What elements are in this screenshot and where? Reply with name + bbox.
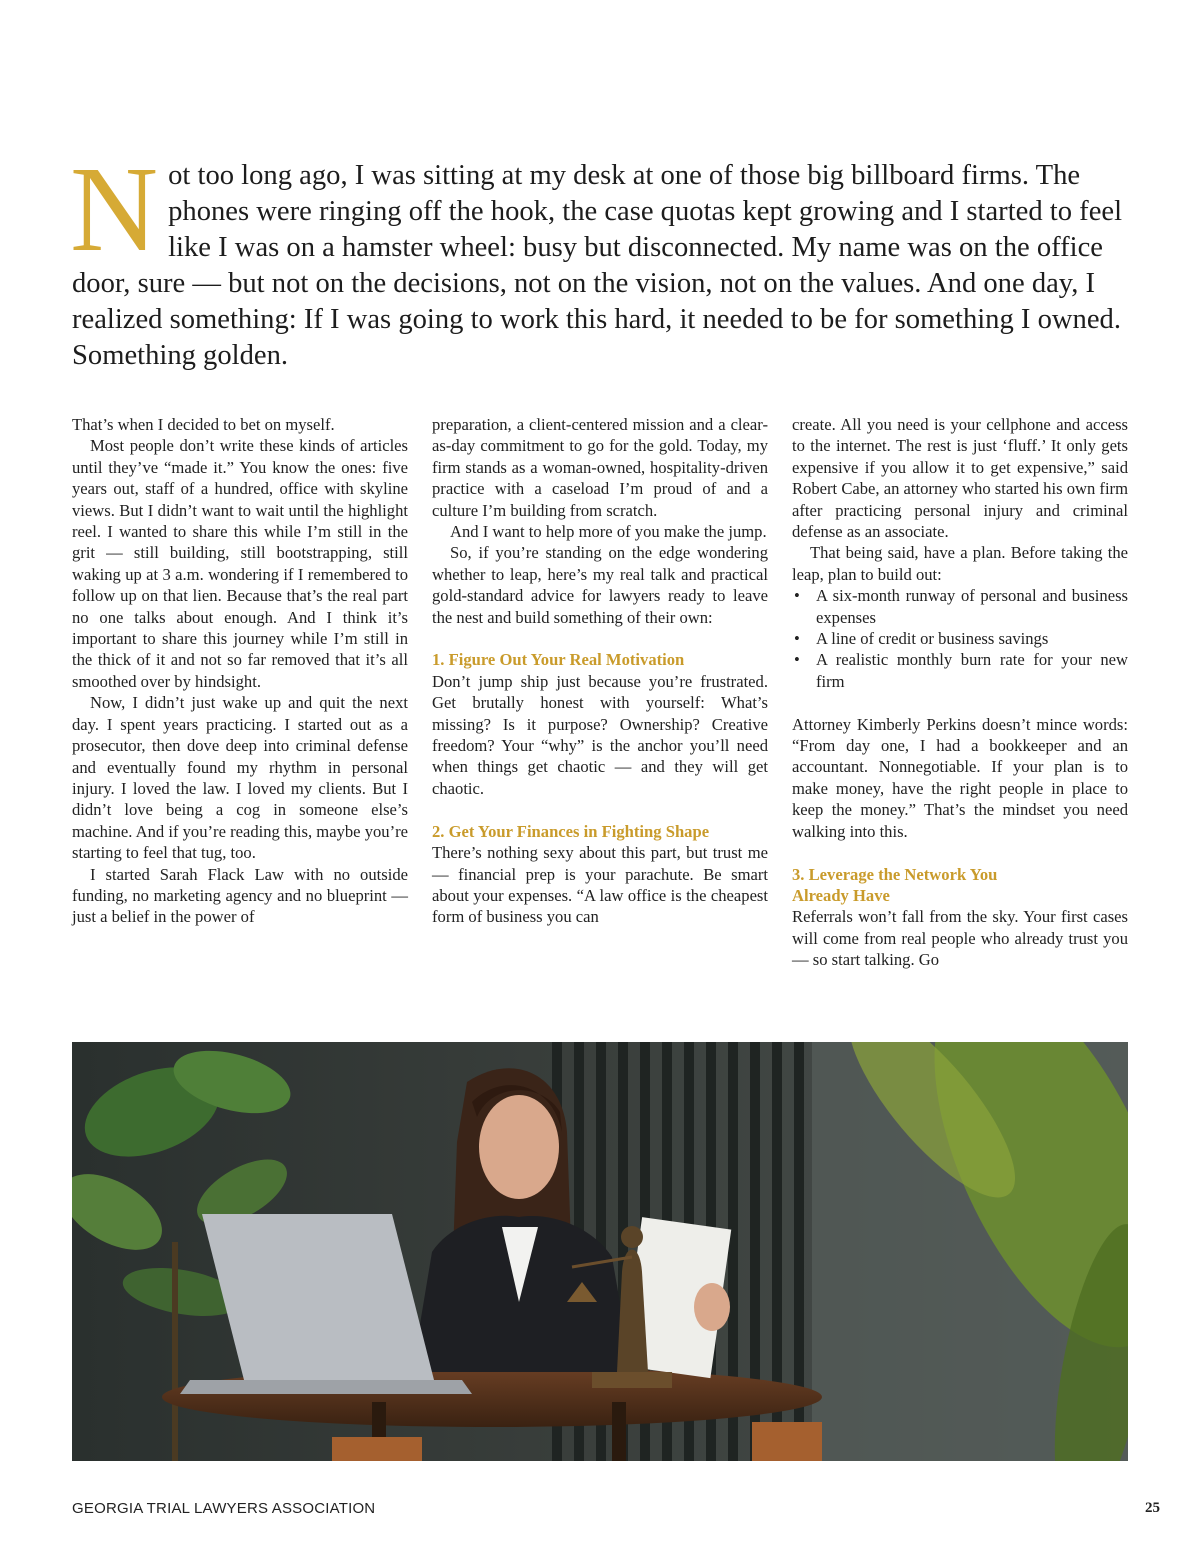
paragraph: There’s nothing sexy about this part, but trust me — financial prep is your parachute. Be smart about your expenses. “A law office is the cheapest form of business you can xyxy=(432,843,768,927)
article-photo xyxy=(72,1042,1128,1461)
section-heading-3 xyxy=(792,864,1128,907)
article-column-2 xyxy=(432,414,768,928)
paragraph: Don’t jump ship just because you’re frustrated. Get brutally honest with yourself: What’s missing? Is it purpose? Ownership? Creative freedom? Your “why” is the anchor you’ll need when things get chaotic — and they will get chaotic. xyxy=(432,671,768,798)
intro-paragraph xyxy=(70,142,1128,374)
drop-cap: N xyxy=(70,142,159,277)
paragraph: I started Sarah Flack Law with no outside funding, no marketing agency and no blueprint — just a belief in the power of xyxy=(72,864,408,927)
intro-text: ot too long ago, I was sitting at my desk at one of those big billboard firms. The phones were ringing off the hook, the case quotas kept growing and I started to feel like I was on a hamster wheel: busy but disconnected. My name was on the office door, sure — but not on the decisions, not on the vision, not on the values. And one day, I realized something: If I was going to work this hard, it needed to be for something I owned. Something golden. xyxy=(72,160,1123,371)
paragraph: Now, I didn’t just wake up and quit the next day. I spent years practicing. I started out as a prosecutor, then dove deep into criminal defense and eventually found my rhythm in personal injury. I loved the law. I loved my clients. But I didn’t love being a cog in someone else’s machine. And if you’re reading this, maybe you’re starting to feel that tug, too. xyxy=(72,693,408,863)
bullet-list xyxy=(792,585,1128,692)
paragraph: Referrals won’t fall from the sky. Your first cases will come from real people who already trust you — so start talking. Go xyxy=(792,907,1128,970)
paragraph: preparation, a client-centered mission and a clear-as-day commitment to go for the gold. Today, my firm stands as a woman-owned, hospitality-driven practice with a caseload I’m proud of and a culture I’m building from scratch. xyxy=(432,415,768,520)
list-item: • A line of credit or business savings xyxy=(792,628,1128,649)
list-item: • A six-month runway of personal and business expenses xyxy=(792,585,1128,628)
list-item: • A realistic monthly burn rate for your new firm xyxy=(792,649,1128,692)
paragraph: Attorney Kimberly Perkins doesn’t mince words: “From day one, I had a bookkeeper and an accountant. Nonnegotiable. If your plan is to make money, have the right people in place to keep the money.” That’s the mindset you need walking into this. xyxy=(792,714,1128,841)
section-heading-2: 2. Get Your Finances in Fighting Shape xyxy=(432,821,710,841)
paragraph: That’s when I decided to bet on myself. xyxy=(72,415,335,434)
publication-name: GEORGIA TRIAL LAWYERS ASSOCIATION xyxy=(72,1500,376,1517)
paragraph: Most people don’t write these kinds of articles until they’ve “made it.” You know the ones: five years out, staff of a hundred, office with skyline views. But I didn’t want to wait until the highlight reel. I wanted to share this while I’m still in the grit — still building, still bootstrapping, still waking up at 3 a.m. wondering if I remembered to follow up on that lien. Because that’s the real part no one talks about enough. And I think it’s important to share this journey while I’m still in the thick of it and not so far removed that it’s all smoothed over by hindsight. xyxy=(72,436,408,691)
photo-illustration xyxy=(72,1042,1128,1461)
article-column-1 xyxy=(72,414,408,928)
page-number: 25 xyxy=(1145,1500,1160,1516)
paragraph: create. All you need is your cellphone and access to the internet. The rest is just ‘fluff.’ It only gets expensive if you allow it to get expensive,” said Robert Cabe, an attorney who started his own firm after practicing personal injury and criminal defense as an associate. xyxy=(792,415,1128,542)
heading-line: 3. Leverage the Network You xyxy=(792,864,998,884)
section-heading-1: 1. Figure Out Your Real Motivation xyxy=(432,650,685,670)
heading-line: Already Have xyxy=(792,885,890,905)
paragraph: And I want to help more of you make the jump. xyxy=(450,522,767,542)
article-column-3 xyxy=(792,414,1128,971)
paragraph: That being said, have a plan. Before taking the leap, plan to build out: xyxy=(792,543,1128,584)
paragraph: So, if you’re standing on the edge wondering whether to leap, here’s my real talk and practical gold-standard advice for lawyers ready to leave the nest and build something of their own: xyxy=(432,543,768,627)
